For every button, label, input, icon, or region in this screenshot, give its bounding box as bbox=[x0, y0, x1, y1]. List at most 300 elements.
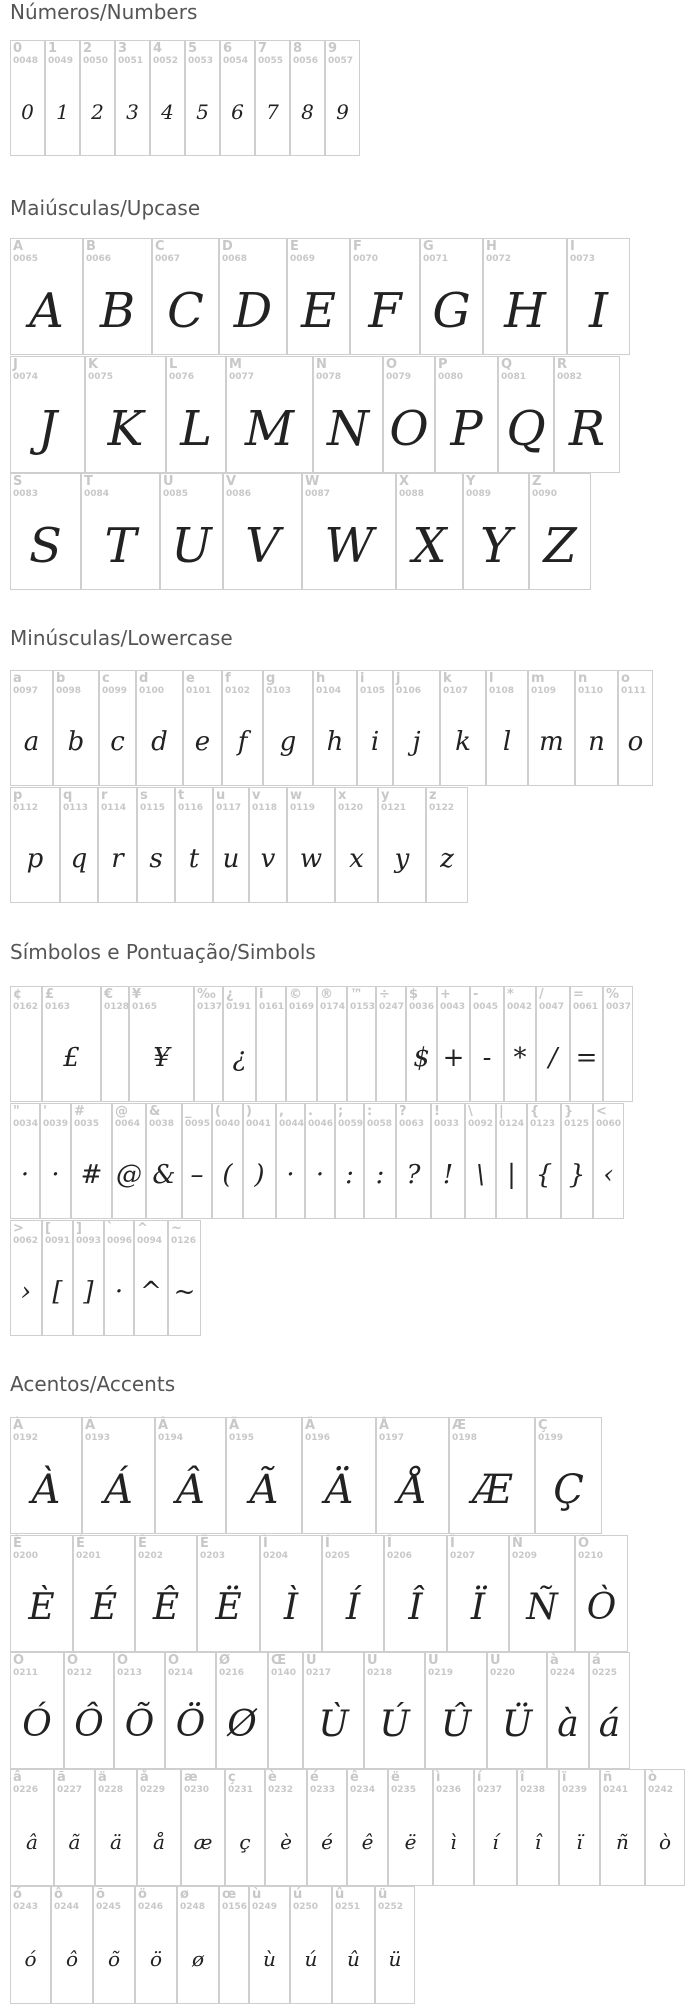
glyph-label: # bbox=[74, 1104, 85, 1119]
glyph-sample: Á bbox=[104, 1466, 133, 1513]
glyph-cell-0115 bbox=[137, 787, 175, 903]
glyph-sample: N bbox=[327, 400, 369, 457]
glyph-code: 0078 bbox=[316, 372, 342, 382]
glyph-cell-0217 bbox=[303, 1652, 364, 1769]
glyph-code: 0163 bbox=[45, 1002, 71, 1012]
glyph-sample: i bbox=[370, 727, 380, 757]
glyph-cell-0252 bbox=[375, 1886, 415, 2004]
glyph-cell-0232 bbox=[265, 1769, 307, 1886]
glyph-code: 0086 bbox=[226, 489, 252, 499]
glyph-code: 0081 bbox=[501, 372, 527, 382]
glyph-code: 0169 bbox=[289, 1002, 315, 1012]
glyph-label: Ô bbox=[67, 1653, 79, 1668]
glyph-sample: : bbox=[375, 1160, 385, 1190]
glyph-sample: Ö bbox=[175, 1703, 206, 1745]
glyph-cell-0049 bbox=[45, 40, 80, 156]
glyph-cell-0100 bbox=[136, 670, 183, 786]
glyph-cell-0086 bbox=[223, 473, 302, 590]
glyph-cell-0084 bbox=[81, 473, 160, 590]
glyph-cell-0044 bbox=[276, 1103, 305, 1219]
glyph-sample: 3 bbox=[126, 100, 139, 124]
glyph-code: 0079 bbox=[386, 372, 412, 382]
glyph-code: 0068 bbox=[222, 254, 248, 264]
glyph-cell-0245 bbox=[93, 1886, 135, 2004]
glyph-cell-0052 bbox=[150, 40, 185, 156]
glyph-sample: U bbox=[171, 517, 212, 574]
glyph-code: 0109 bbox=[531, 686, 557, 696]
glyph-sample: ö bbox=[149, 1947, 163, 1971]
glyph-code: 0089 bbox=[466, 489, 492, 499]
glyph-code: 0118 bbox=[252, 803, 278, 813]
glyph-cell-0202 bbox=[135, 1535, 197, 1652]
glyph-label: R bbox=[557, 357, 568, 372]
glyph-label: ( bbox=[215, 1104, 221, 1119]
glyph-cell-0225 bbox=[589, 1652, 630, 1769]
glyph-sample: B bbox=[99, 282, 136, 339]
glyph-code: 0247 bbox=[379, 1002, 405, 1012]
glyph-label: 2 bbox=[83, 41, 93, 56]
glyph-cell-0073 bbox=[567, 238, 630, 355]
glyph-cell-0128 bbox=[101, 986, 129, 1102]
glyph-label: 7 bbox=[258, 41, 268, 56]
glyph-code: 0050 bbox=[83, 56, 109, 66]
glyph-cell-0075 bbox=[85, 356, 166, 473]
glyph-label: ` bbox=[107, 1221, 114, 1236]
glyph-cell-0243 bbox=[10, 1886, 51, 2004]
glyph-label: w bbox=[290, 788, 303, 803]
glyph-code: 0232 bbox=[268, 1785, 294, 1795]
glyph-label: £ bbox=[45, 987, 55, 1002]
glyph-label: ä bbox=[98, 1770, 107, 1785]
glyph-sample: L bbox=[180, 400, 212, 457]
glyph-cell-0229 bbox=[137, 1769, 181, 1886]
glyph-cell-0040 bbox=[212, 1103, 243, 1219]
glyph-code: 0237 bbox=[477, 1785, 503, 1795]
glyph-cell-0069 bbox=[287, 238, 350, 355]
section-title-simbolos-e-pontuacao-simbols: Símbolos e Pontuação/Simbols bbox=[10, 940, 316, 964]
glyph-sample: O bbox=[389, 400, 429, 457]
glyph-label: T bbox=[84, 474, 93, 489]
glyph-cell-0055 bbox=[255, 40, 290, 156]
glyph-cell-0227 bbox=[54, 1769, 95, 1886]
glyph-sample: { bbox=[535, 1160, 553, 1190]
glyph-cell-0174 bbox=[317, 986, 347, 1102]
glyph-code: 0038 bbox=[149, 1119, 175, 1129]
glyph-code: 0205 bbox=[325, 1551, 351, 1561]
glyph-code: 0115 bbox=[140, 803, 166, 813]
glyph-cell-0126 bbox=[168, 1220, 201, 1336]
glyph-label: J bbox=[13, 357, 18, 372]
glyph-code: 0200 bbox=[13, 1551, 39, 1561]
glyph-cell-0165 bbox=[129, 986, 194, 1102]
glyph-code: 0224 bbox=[550, 1668, 576, 1678]
glyph-sample: ç bbox=[239, 1829, 251, 1854]
glyph-label: ¿ bbox=[226, 987, 234, 1002]
glyph-sample: x bbox=[349, 844, 364, 874]
glyph-label: E bbox=[290, 239, 299, 254]
glyph-cell-0103 bbox=[263, 670, 313, 786]
glyph-sample: H bbox=[504, 282, 546, 339]
glyph-label: ò bbox=[648, 1770, 657, 1785]
glyph-sample: Ë bbox=[215, 1586, 242, 1628]
glyph-label: a bbox=[13, 671, 22, 686]
glyph-sample: Ü bbox=[501, 1703, 533, 1745]
glyph-label: ï bbox=[562, 1770, 567, 1785]
glyph-code: 0140 bbox=[271, 1668, 297, 1678]
glyph-label: Ç bbox=[538, 1418, 548, 1433]
glyph-label: Â bbox=[158, 1418, 169, 1433]
glyph-label: Ê bbox=[138, 1536, 147, 1551]
glyph-cell-0204 bbox=[260, 1535, 322, 1652]
glyph-code: 0249 bbox=[252, 1902, 278, 1912]
glyph-code: 0057 bbox=[328, 56, 354, 66]
glyph-cell-0228 bbox=[95, 1769, 137, 1886]
glyph-code: 0212 bbox=[67, 1668, 93, 1678]
glyph-label: [ bbox=[45, 1221, 51, 1236]
glyph-cell-0058 bbox=[364, 1103, 396, 1219]
glyph-sample: Ô bbox=[74, 1703, 104, 1745]
glyph-cell-0047 bbox=[536, 986, 570, 1102]
glyph-label: S bbox=[13, 474, 23, 489]
glyph-code: 0090 bbox=[532, 489, 558, 499]
glyph-sample: k bbox=[455, 727, 471, 757]
glyph-cell-0116 bbox=[175, 787, 213, 903]
glyph-sample: j bbox=[412, 727, 421, 757]
glyph-code: 0229 bbox=[140, 1785, 166, 1795]
glyph-label: l bbox=[489, 671, 494, 686]
glyph-code: 0210 bbox=[578, 1551, 604, 1561]
glyph-code: 0040 bbox=[215, 1119, 241, 1129]
glyph-sample: # bbox=[80, 1160, 103, 1190]
glyph-sample: ê bbox=[361, 1829, 374, 1854]
glyph-label: œ bbox=[222, 1887, 237, 1902]
glyph-sample: Ä bbox=[324, 1466, 354, 1513]
glyph-cell-0070 bbox=[350, 238, 420, 355]
glyph-label: € bbox=[104, 987, 114, 1002]
glyph-cell-0090 bbox=[529, 473, 591, 590]
glyph-code: 0099 bbox=[102, 686, 128, 696]
glyph-label: % bbox=[606, 987, 620, 1002]
glyph-label: K bbox=[88, 357, 99, 372]
glyph-code: 0201 bbox=[76, 1551, 102, 1561]
glyph-sample: J bbox=[37, 400, 58, 457]
glyph-cell-0062 bbox=[10, 1220, 42, 1336]
glyph-sample: 4 bbox=[161, 100, 174, 124]
glyph-label: © bbox=[289, 987, 302, 1002]
glyph-sample: â bbox=[26, 1829, 38, 1854]
glyph-code: 0075 bbox=[88, 372, 114, 382]
glyph-cell-0249 bbox=[249, 1886, 290, 2004]
glyph-label: Õ bbox=[117, 1653, 129, 1668]
glyph-cell-0060 bbox=[593, 1103, 624, 1219]
glyph-cell-0233 bbox=[307, 1769, 347, 1886]
glyph-code: 0214 bbox=[168, 1668, 194, 1678]
glyph-sample: ( bbox=[222, 1160, 233, 1190]
glyph-label: 3 bbox=[118, 41, 128, 56]
glyph-label: Ã bbox=[229, 1418, 240, 1433]
glyph-label: O bbox=[386, 357, 398, 372]
glyph-cell-0235 bbox=[388, 1769, 433, 1886]
glyph-sample: \ bbox=[476, 1160, 485, 1190]
glyph-cell-0039 bbox=[40, 1103, 71, 1219]
glyph-label: ñ bbox=[603, 1770, 613, 1785]
glyph-code: 0231 bbox=[228, 1785, 254, 1795]
glyph-cell-0083 bbox=[10, 473, 81, 590]
glyph-cell-0041 bbox=[243, 1103, 276, 1219]
glyph-cell-0124 bbox=[496, 1103, 527, 1219]
glyph-label: h bbox=[316, 671, 326, 686]
glyph-label: Ì bbox=[263, 1536, 268, 1551]
glyph-code: 0117 bbox=[216, 803, 242, 813]
glyph-label: b bbox=[56, 671, 66, 686]
glyph-cell-0205 bbox=[322, 1535, 384, 1652]
glyph-cell-0220 bbox=[487, 1652, 547, 1769]
glyph-sample: ñ bbox=[616, 1829, 629, 1854]
glyph-code: 0044 bbox=[279, 1119, 305, 1129]
glyph-label: Ü bbox=[490, 1653, 501, 1668]
glyph-sample bbox=[269, 1683, 302, 1766]
glyph-cell-0043 bbox=[437, 986, 470, 1102]
glyph-sample bbox=[348, 1017, 375, 1099]
glyph-cell-0102 bbox=[222, 670, 263, 786]
glyph-code: 0197 bbox=[379, 1433, 405, 1443]
glyph-label: û bbox=[335, 1887, 345, 1902]
glyph-label: Y bbox=[466, 474, 476, 489]
section-title-maiusculas-upcase: Maiúsculas/Upcase bbox=[10, 196, 201, 220]
glyph-sample: G bbox=[432, 282, 471, 339]
glyph-code: 0093 bbox=[76, 1236, 102, 1246]
glyph-sample: W bbox=[324, 517, 374, 574]
glyph-label: ê bbox=[350, 1770, 359, 1785]
glyph-sample: å bbox=[153, 1829, 165, 1854]
glyph-cell-0082 bbox=[554, 356, 620, 473]
glyph-cell-0057 bbox=[325, 40, 360, 156]
glyph-cell-0081 bbox=[498, 356, 554, 473]
glyph-label: | bbox=[499, 1104, 504, 1119]
glyph-code: 0052 bbox=[153, 56, 179, 66]
glyph-label: Z bbox=[532, 474, 542, 489]
glyph-sample: o bbox=[627, 727, 644, 757]
glyph-sample: z bbox=[440, 844, 454, 874]
glyph-cell-0068 bbox=[219, 238, 287, 355]
glyph-label: Ñ bbox=[512, 1536, 523, 1551]
glyph-label: Ä bbox=[305, 1418, 316, 1433]
glyph-label: Ù bbox=[306, 1653, 317, 1668]
glyph-label: o bbox=[621, 671, 630, 686]
glyph-code: 0084 bbox=[84, 489, 110, 499]
glyph-code: 0074 bbox=[13, 372, 39, 382]
glyph-code: 0077 bbox=[229, 372, 255, 382]
glyph-sample bbox=[287, 1017, 316, 1099]
glyph-sample bbox=[257, 1017, 285, 1099]
glyph-code: 0058 bbox=[367, 1119, 393, 1129]
glyph-sample: æ bbox=[193, 1829, 213, 1854]
glyph-label: À bbox=[13, 1418, 24, 1433]
glyph-code: 0211 bbox=[13, 1668, 39, 1678]
glyph-label: Ï bbox=[450, 1536, 455, 1551]
glyph-code: 0195 bbox=[229, 1433, 255, 1443]
glyph-label: $ bbox=[409, 987, 419, 1002]
glyph-code: 0037 bbox=[606, 1002, 632, 1012]
section-title-numeros-numbers: Números/Numbers bbox=[10, 0, 198, 24]
glyph-cell-0108 bbox=[486, 670, 528, 786]
glyph-code: 0209 bbox=[512, 1551, 538, 1561]
glyph-cell-0207 bbox=[447, 1535, 509, 1652]
glyph-sample: E bbox=[300, 282, 337, 339]
glyph-label: z bbox=[429, 788, 437, 803]
glyph-code: 0054 bbox=[223, 56, 249, 66]
glyph-sample: ) bbox=[254, 1160, 265, 1190]
glyph-label: . bbox=[308, 1104, 313, 1119]
glyph-code: 0156 bbox=[222, 1902, 248, 1912]
glyph-sample: Î bbox=[408, 1586, 423, 1628]
glyph-sample: * bbox=[513, 1043, 527, 1073]
glyph-label: * bbox=[507, 987, 514, 1002]
glyph-label: { bbox=[530, 1104, 540, 1119]
glyph-label: ¢ bbox=[13, 987, 23, 1002]
glyph-cell-0053 bbox=[185, 40, 220, 156]
glyph-cell-0104 bbox=[313, 670, 357, 786]
glyph-code: 0153 bbox=[350, 1002, 376, 1012]
glyph-code: 0051 bbox=[118, 56, 144, 66]
glyph-label: c bbox=[102, 671, 110, 686]
glyph-cell-0106 bbox=[393, 670, 440, 786]
glyph-cell-0101 bbox=[183, 670, 222, 786]
glyph-cell-0123 bbox=[527, 1103, 561, 1219]
glyph-label: 5 bbox=[188, 41, 198, 56]
glyph-cell-0241 bbox=[600, 1769, 645, 1886]
glyph-sample: - bbox=[482, 1043, 492, 1073]
glyph-code: 0108 bbox=[489, 686, 515, 696]
glyph-sample: ¥ bbox=[153, 1043, 170, 1073]
glyph-label: è bbox=[268, 1770, 277, 1785]
glyph-code: 0071 bbox=[423, 254, 449, 264]
glyph-code: 0213 bbox=[117, 1668, 143, 1678]
glyph-code: 0043 bbox=[440, 1002, 466, 1012]
glyph-label: \ bbox=[468, 1104, 473, 1119]
glyph-label: P bbox=[438, 357, 448, 372]
glyph-cell-0239 bbox=[559, 1769, 600, 1886]
glyph-label: â bbox=[13, 1770, 22, 1785]
glyph-cell-0050 bbox=[80, 40, 115, 156]
glyph-label: Æ bbox=[452, 1418, 467, 1433]
glyph-cell-0096 bbox=[104, 1220, 134, 1336]
glyph-label: 4 bbox=[153, 41, 163, 56]
glyph-code: 0241 bbox=[603, 1785, 629, 1795]
glyph-cell-0113 bbox=[60, 787, 98, 903]
glyph-code: 0047 bbox=[539, 1002, 565, 1012]
glyph-sample: c bbox=[110, 727, 125, 757]
glyph-sample: ^ bbox=[140, 1277, 162, 1307]
section-title-minusculas-lowercase: Minúsculas/Lowercase bbox=[10, 626, 233, 650]
glyph-label: G bbox=[423, 239, 434, 254]
glyph-cell-0209 bbox=[509, 1535, 575, 1652]
glyph-cell-0156 bbox=[219, 1886, 249, 2004]
glyph-code: 0114 bbox=[101, 803, 127, 813]
glyph-code: 0103 bbox=[266, 686, 292, 696]
glyph-cell-0153 bbox=[347, 986, 376, 1102]
glyph-sample: á bbox=[598, 1703, 621, 1745]
glyph-cell-0250 bbox=[290, 1886, 332, 2004]
glyph-label: f bbox=[225, 671, 231, 686]
glyph-label: ‰ bbox=[197, 987, 216, 1002]
glyph-cell-0122 bbox=[426, 787, 468, 903]
glyph-cell-0056 bbox=[290, 40, 325, 156]
glyph-sample: À bbox=[31, 1466, 61, 1513]
glyph-cell-0198 bbox=[449, 1417, 535, 1534]
glyph-cell-0214 bbox=[165, 1652, 216, 1769]
glyph-sample: / bbox=[548, 1043, 558, 1073]
glyph-sample: [ bbox=[52, 1277, 63, 1307]
glyph-sample: 2 bbox=[91, 100, 104, 124]
glyph-label: n bbox=[578, 671, 588, 686]
glyph-label: y bbox=[381, 788, 390, 803]
glyph-label: D bbox=[222, 239, 233, 254]
glyph-label: ™ bbox=[350, 987, 363, 1002]
glyph-code: 0124 bbox=[499, 1119, 525, 1129]
glyph-code: 0082 bbox=[557, 372, 583, 382]
glyph-sample: w bbox=[299, 844, 323, 874]
glyph-label: C bbox=[155, 239, 165, 254]
glyph-code: 0235 bbox=[391, 1785, 417, 1795]
glyph-code: 0198 bbox=[452, 1433, 478, 1443]
glyph-label: X bbox=[399, 474, 410, 489]
glyph-cell-0088 bbox=[396, 473, 463, 590]
glyph-code: 0128 bbox=[104, 1002, 130, 1012]
glyph-code: 0091 bbox=[45, 1236, 71, 1246]
glyph-code: 0193 bbox=[85, 1433, 111, 1443]
glyph-label: Û bbox=[428, 1653, 439, 1668]
glyph-code: 0088 bbox=[399, 489, 425, 499]
glyph-cell-0224 bbox=[547, 1652, 589, 1769]
glyph-sample: É bbox=[90, 1586, 118, 1628]
glyph-sample: v bbox=[260, 844, 276, 874]
glyph-sample: Å bbox=[398, 1466, 427, 1513]
glyph-sample: Ø bbox=[227, 1703, 257, 1745]
glyph-sample: ì bbox=[450, 1829, 457, 1854]
glyph-code: 0218 bbox=[367, 1668, 393, 1678]
glyph-sample: 9 bbox=[336, 100, 349, 124]
glyph-sample: 8 bbox=[301, 100, 314, 124]
glyph-sample: Z bbox=[543, 517, 577, 574]
glyph-label: = bbox=[573, 987, 584, 1002]
glyph-code: 0217 bbox=[306, 1668, 332, 1678]
glyph-sample: é bbox=[321, 1829, 333, 1854]
glyph-cell-0067 bbox=[152, 238, 219, 355]
glyph-sample: T bbox=[104, 517, 137, 574]
glyph-sample: h bbox=[326, 727, 344, 757]
glyph-cell-0119 bbox=[287, 787, 335, 903]
glyph-label: i bbox=[360, 671, 365, 686]
glyph-label: ã bbox=[57, 1770, 66, 1785]
glyph-code: 0199 bbox=[538, 1433, 564, 1443]
glyph-code: 0101 bbox=[186, 686, 212, 696]
glyph-label: ó bbox=[13, 1887, 22, 1902]
glyph-code: 0034 bbox=[13, 1119, 39, 1129]
glyph-sample: C bbox=[167, 282, 204, 339]
glyph-code: 0076 bbox=[169, 372, 195, 382]
glyph-label: m bbox=[531, 671, 545, 686]
glyph-label: ì bbox=[436, 1770, 441, 1785]
glyph-label: î bbox=[520, 1770, 525, 1785]
glyph-code: 0097 bbox=[13, 686, 39, 696]
glyph-code: 0041 bbox=[246, 1119, 272, 1129]
glyph-cell-0085 bbox=[160, 473, 223, 590]
glyph-code: 0248 bbox=[180, 1902, 206, 1912]
glyph-cell-0197 bbox=[376, 1417, 449, 1534]
glyph-sample: Ñ bbox=[526, 1586, 558, 1628]
glyph-code: 0059 bbox=[338, 1119, 364, 1129]
